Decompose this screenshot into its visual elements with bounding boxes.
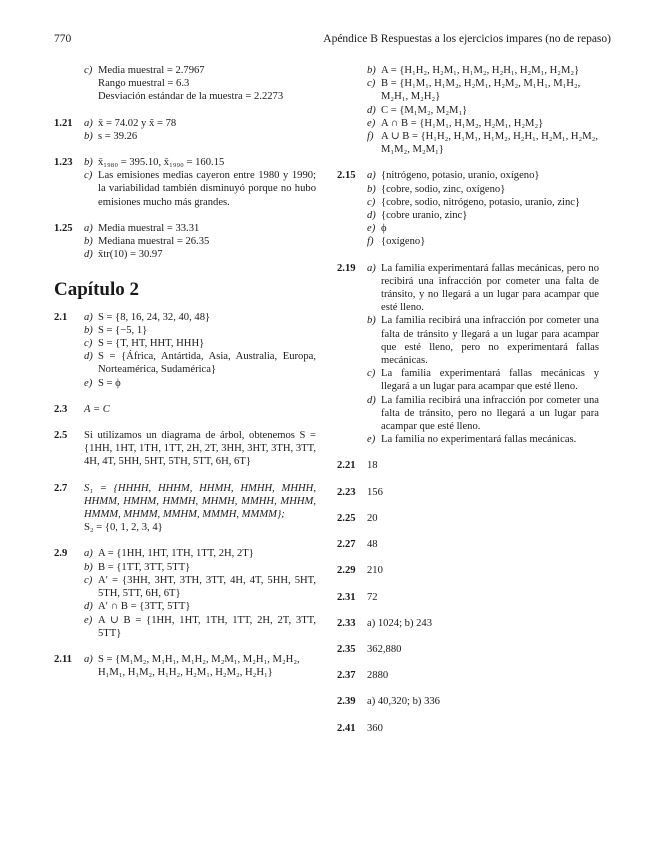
answer-2-7: 2.7 S₁ = {HHHH, HHHM, HHMH, HMHH, MHHH, HHMM, HMHM, HMMH, MHMH, MMHH, MHHM, HMMM, MHMM, MMHM, MMMH, MMMM}; S₂ = {0, 1, 2, 3, 4}	[54, 482, 316, 534]
answer-2-23: 2.23 156	[337, 486, 383, 498]
answer-2-29: 2.29 210	[337, 565, 383, 577]
answer-2-35: 2.35 362,880	[337, 643, 402, 655]
answer-2-37: 2.37 2880	[337, 670, 389, 682]
answer-2-3: 2.3 A = C	[54, 403, 110, 415]
answer-2-41: 2.41 360	[337, 722, 383, 734]
right-column	[337, 64, 599, 748]
answer-number: 2.19	[337, 262, 356, 274]
answer-2-27: 2.27 48	[337, 539, 378, 551]
answer-2-1: 2.1 a) S = {8, 16, 24, 32, 40, 48} b) S = {−5, 1} c) S = {T, HT, HHT, HHH} d) S = {África, Antártida, Asia, Australia, Europa, Norteamérica, Sudamérica} e) S = ϕ	[54, 311, 316, 389]
answer-part: c) Media muestral = 2.7967 Rango muestral = 6.3 Desviación estándar de la muestra = 2.2273	[84, 65, 284, 103]
answer-number: 1.23	[54, 157, 73, 169]
answer-number: 2.9	[54, 548, 68, 560]
answer-2-33: 2.33 a) 1024; b) 243	[337, 617, 433, 629]
answer-2-11: 2.11 a) S = {M₁M₂, M₁H₁, M₁H₂, M₂M₁, M₂H₁, M₂H₂, H₁M₁, H₁M₂, H₁H₂, H₂M₁, H₂M₂, H₂H₁}	[54, 653, 300, 679]
answer-2-15: 2.15 a) {nitrógeno, potasio, uranio, oxígeno} b) {cobre, sodio, zinc, oxígeno} c) {cobre, sodio, nitrógeno, potasio, uranio, zinc} d) {cobre uranio, zinc} e) ϕ f) {oxígeno}	[337, 170, 581, 248]
running-title: Apéndice B Respuestas a los ejercicios impares (no de repaso)	[323, 33, 611, 45]
page-number: 770	[54, 33, 72, 45]
answer-2-19: 2.19 a) La familia experimentará fallas mecánicas, pero no recibirá una infracción por cometer una falta de tránsito, y no llegará a un lugar para acampar que esté lleno. b) La familia recibirá una infracción por cometer una falta de tránsito y llegará a un lugar para acampar que esté lleno, pero no experimentará fallas mecánicas. c) La familia experimentará fallas mecánicas y llegará a un lugar para acampar que esté lleno. d) La familia recibirá una infracción por cometer una falta de tránsito, pero no llegará a un lugar para acampar que esté lleno. e) La familia no experimentará fallas mecánicas.	[337, 262, 599, 446]
answer-2-31: 2.31 72	[337, 591, 378, 603]
answer-number: 2.5	[54, 430, 68, 442]
answer-number: 1.25	[54, 222, 73, 234]
answer-2-21: 2.21 18	[337, 460, 378, 472]
answer-2-11-cont: b) A = {H₁H₂, H₂M₁, H₁M₂, H₂H₁, H₂M₁, H₂M₂} c) B = {H₁M₁, H₁M₂, H₂M₁, H₂M₂, M₁H₁, M₁H₂, M₂H₁, M₂H₂} d) C = {M₁M₂, M₂M₁} e) A ∩ B = {H₁M₁, H₁M₂, H₂M₁, H₂M₂} f) A ∪ B = {H₁H₂, H₁M₁, H₁M₂, H₂H₁, H₂M₁, H₂M₂, M₁M₂, M₂M₁}	[367, 65, 598, 156]
answer-number: 2.15	[337, 170, 356, 182]
answer-1-23: 1.23 b) x̄₁₉₈₀ = 395.10, x̄₁₉₉₀ = 160.15 c) Las emisiones medias cayeron entre 1980 y 1990; la variabilidad también disminuyó porque no hubo emisiones mucho más grandes.	[54, 157, 316, 208]
answer-number: 1.21	[54, 117, 73, 129]
answer-number: 2.3	[54, 403, 68, 415]
answer-number: 2.11	[54, 653, 72, 665]
answer-1-19-cont	[54, 64, 316, 104]
answer-1-25: 1.25 a) Media muestral = 33.31 b) Mediana muestral = 26.35 d) x̄tr(10) = 30.97	[54, 222, 210, 261]
page-header	[54, 33, 611, 49]
answer-2-39: 2.39 a) 40,320; b) 336	[337, 696, 440, 708]
answer-1-21: 1.21 a) x̄ = 74.02 y x̃ = 78 b) s = 39.26	[54, 117, 177, 142]
chapter-heading: Capítulo 2	[54, 279, 139, 301]
answer-number: 2.1	[54, 311, 68, 323]
answer-2-9: 2.9 a) A = {1HH, 1HT, 1TH, 1TT, 2H, 2T} b) B = {1TT, 3TT, 5TT} c) A′ = {3HH, 3HT, 3TH, 3TT, 4H, 4T, 5HH, 5HT, 5TH, 5TT, 6H, 6T} d) A′ ∩ B = {3TT, 5TT} e) A ∪ B = {1HH, 1HT, 1TH, 1TT, 2H, 2T, 3TT, 5TT}	[54, 548, 316, 639]
answer-2-25: 2.25 20	[337, 512, 378, 524]
answer-2-5: 2.5 Si utilizamos un diagrama de árbol, obtenemos S = {1HH, 1HT, 1TH, 1TT, 2H, 2T, 3HH, 3HT, 3TH, 3TT, 4H, 4T, 5HH, 5HT, 5TH, 5TT, 6H, 6T}	[54, 430, 316, 468]
answer-number: 2.7	[54, 482, 68, 494]
left-column	[54, 64, 316, 692]
